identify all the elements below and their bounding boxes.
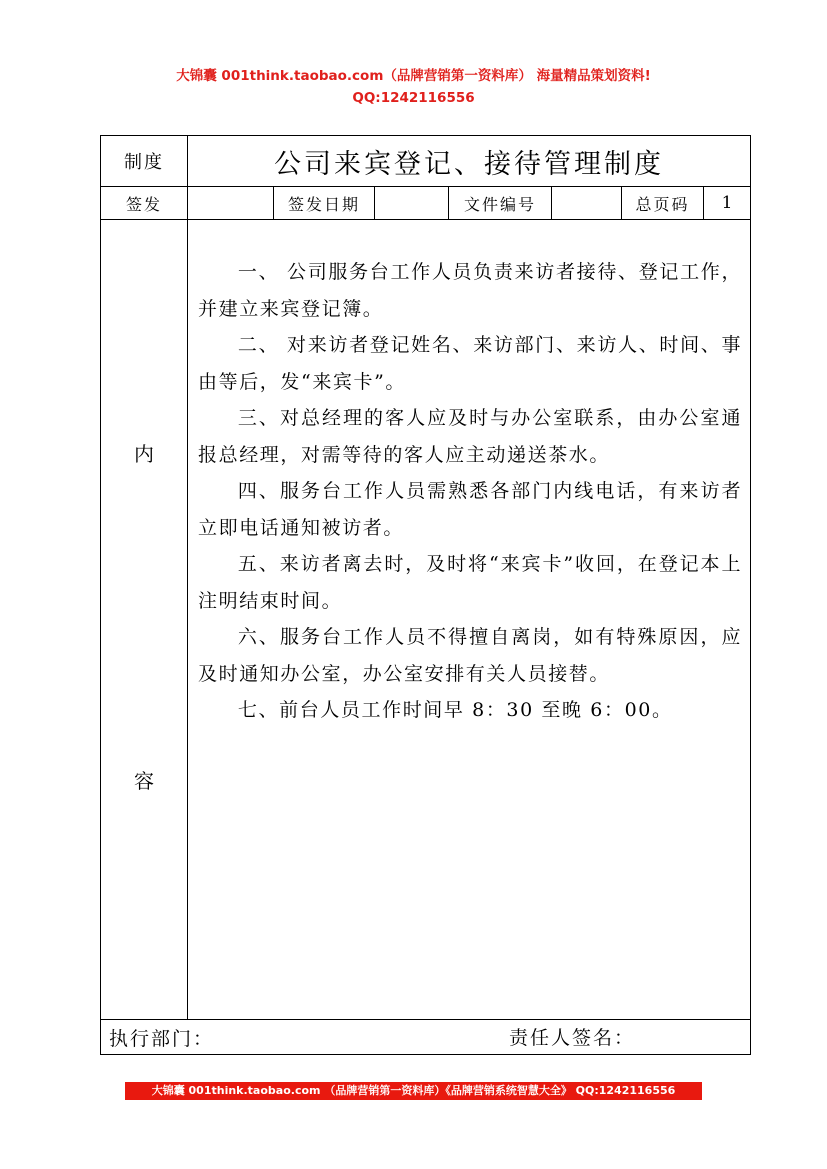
policy-paragraph: 七、前台人员工作时间早 8：30 至晚 6：00。 [237, 699, 673, 721]
content-side-label [101, 220, 188, 1020]
file-number-value-cell [552, 187, 622, 220]
exec-dept-label: 执行部门： [109, 1027, 215, 1050]
policy-paragraph: 三、对总经理的客人应及时与办公室联系，由办公室通报总经理，对需等待的客人应主动递送茶水。 [198, 407, 743, 466]
policy-form-table [100, 135, 751, 1055]
total-pages-label: 总页码 [622, 187, 704, 220]
content-label-top: 内 [134, 442, 154, 466]
issue-date-value-cell [375, 187, 449, 220]
policy-paragraph: 二、 对来访者登记姓名、来访部门、来访人、时间、事由等后，发“来宾卡”。 [198, 334, 743, 393]
policy-content [188, 220, 751, 1020]
header-qq-line: QQ:1242116556 [352, 90, 475, 106]
footer-banner: 大锦囊 001think.taobao.com （品牌营销第一资料库）《品牌营销系统智慧大全》 QQ:1242116556 [125, 1082, 702, 1100]
policy-paragraph: 六、服务台工作人员不得擅自离岗，如有特殊原因，应及时通知办公室，办公室安排有关人员接替。 [198, 626, 743, 685]
issue-value-cell [188, 187, 274, 220]
header-promo-line: 大锦囊 001think.taobao.com（品牌营销第一资料库） 海量精品策划资料! [176, 68, 651, 84]
signature-row [101, 1020, 751, 1055]
total-pages-value: 1 [704, 187, 751, 220]
policy-paragraph: 一、 公司服务台工作人员负责来访者接待、登记工作，并建立来宾登记簿。 [198, 261, 743, 320]
policy-paragraph: 四、服务台工作人员需熟悉各部门内线电话，有来访者立即电话通知被访者。 [198, 480, 743, 539]
document-title: 公司来宾登记、接待管理制度 [188, 136, 751, 187]
issue-date-label: 签发日期 [274, 187, 375, 220]
policy-paragraph: 五、来访者离去时，及时将“来宾卡”收回，在登记本上注明结束时间。 [198, 553, 743, 612]
content-label-bottom: 容 [134, 769, 154, 793]
responsible-sign-label: 责任人签名： [509, 1027, 636, 1049]
file-number-label: 文件编号 [449, 187, 552, 220]
system-label: 制度 [101, 136, 188, 187]
issue-label: 签发 [101, 187, 188, 220]
